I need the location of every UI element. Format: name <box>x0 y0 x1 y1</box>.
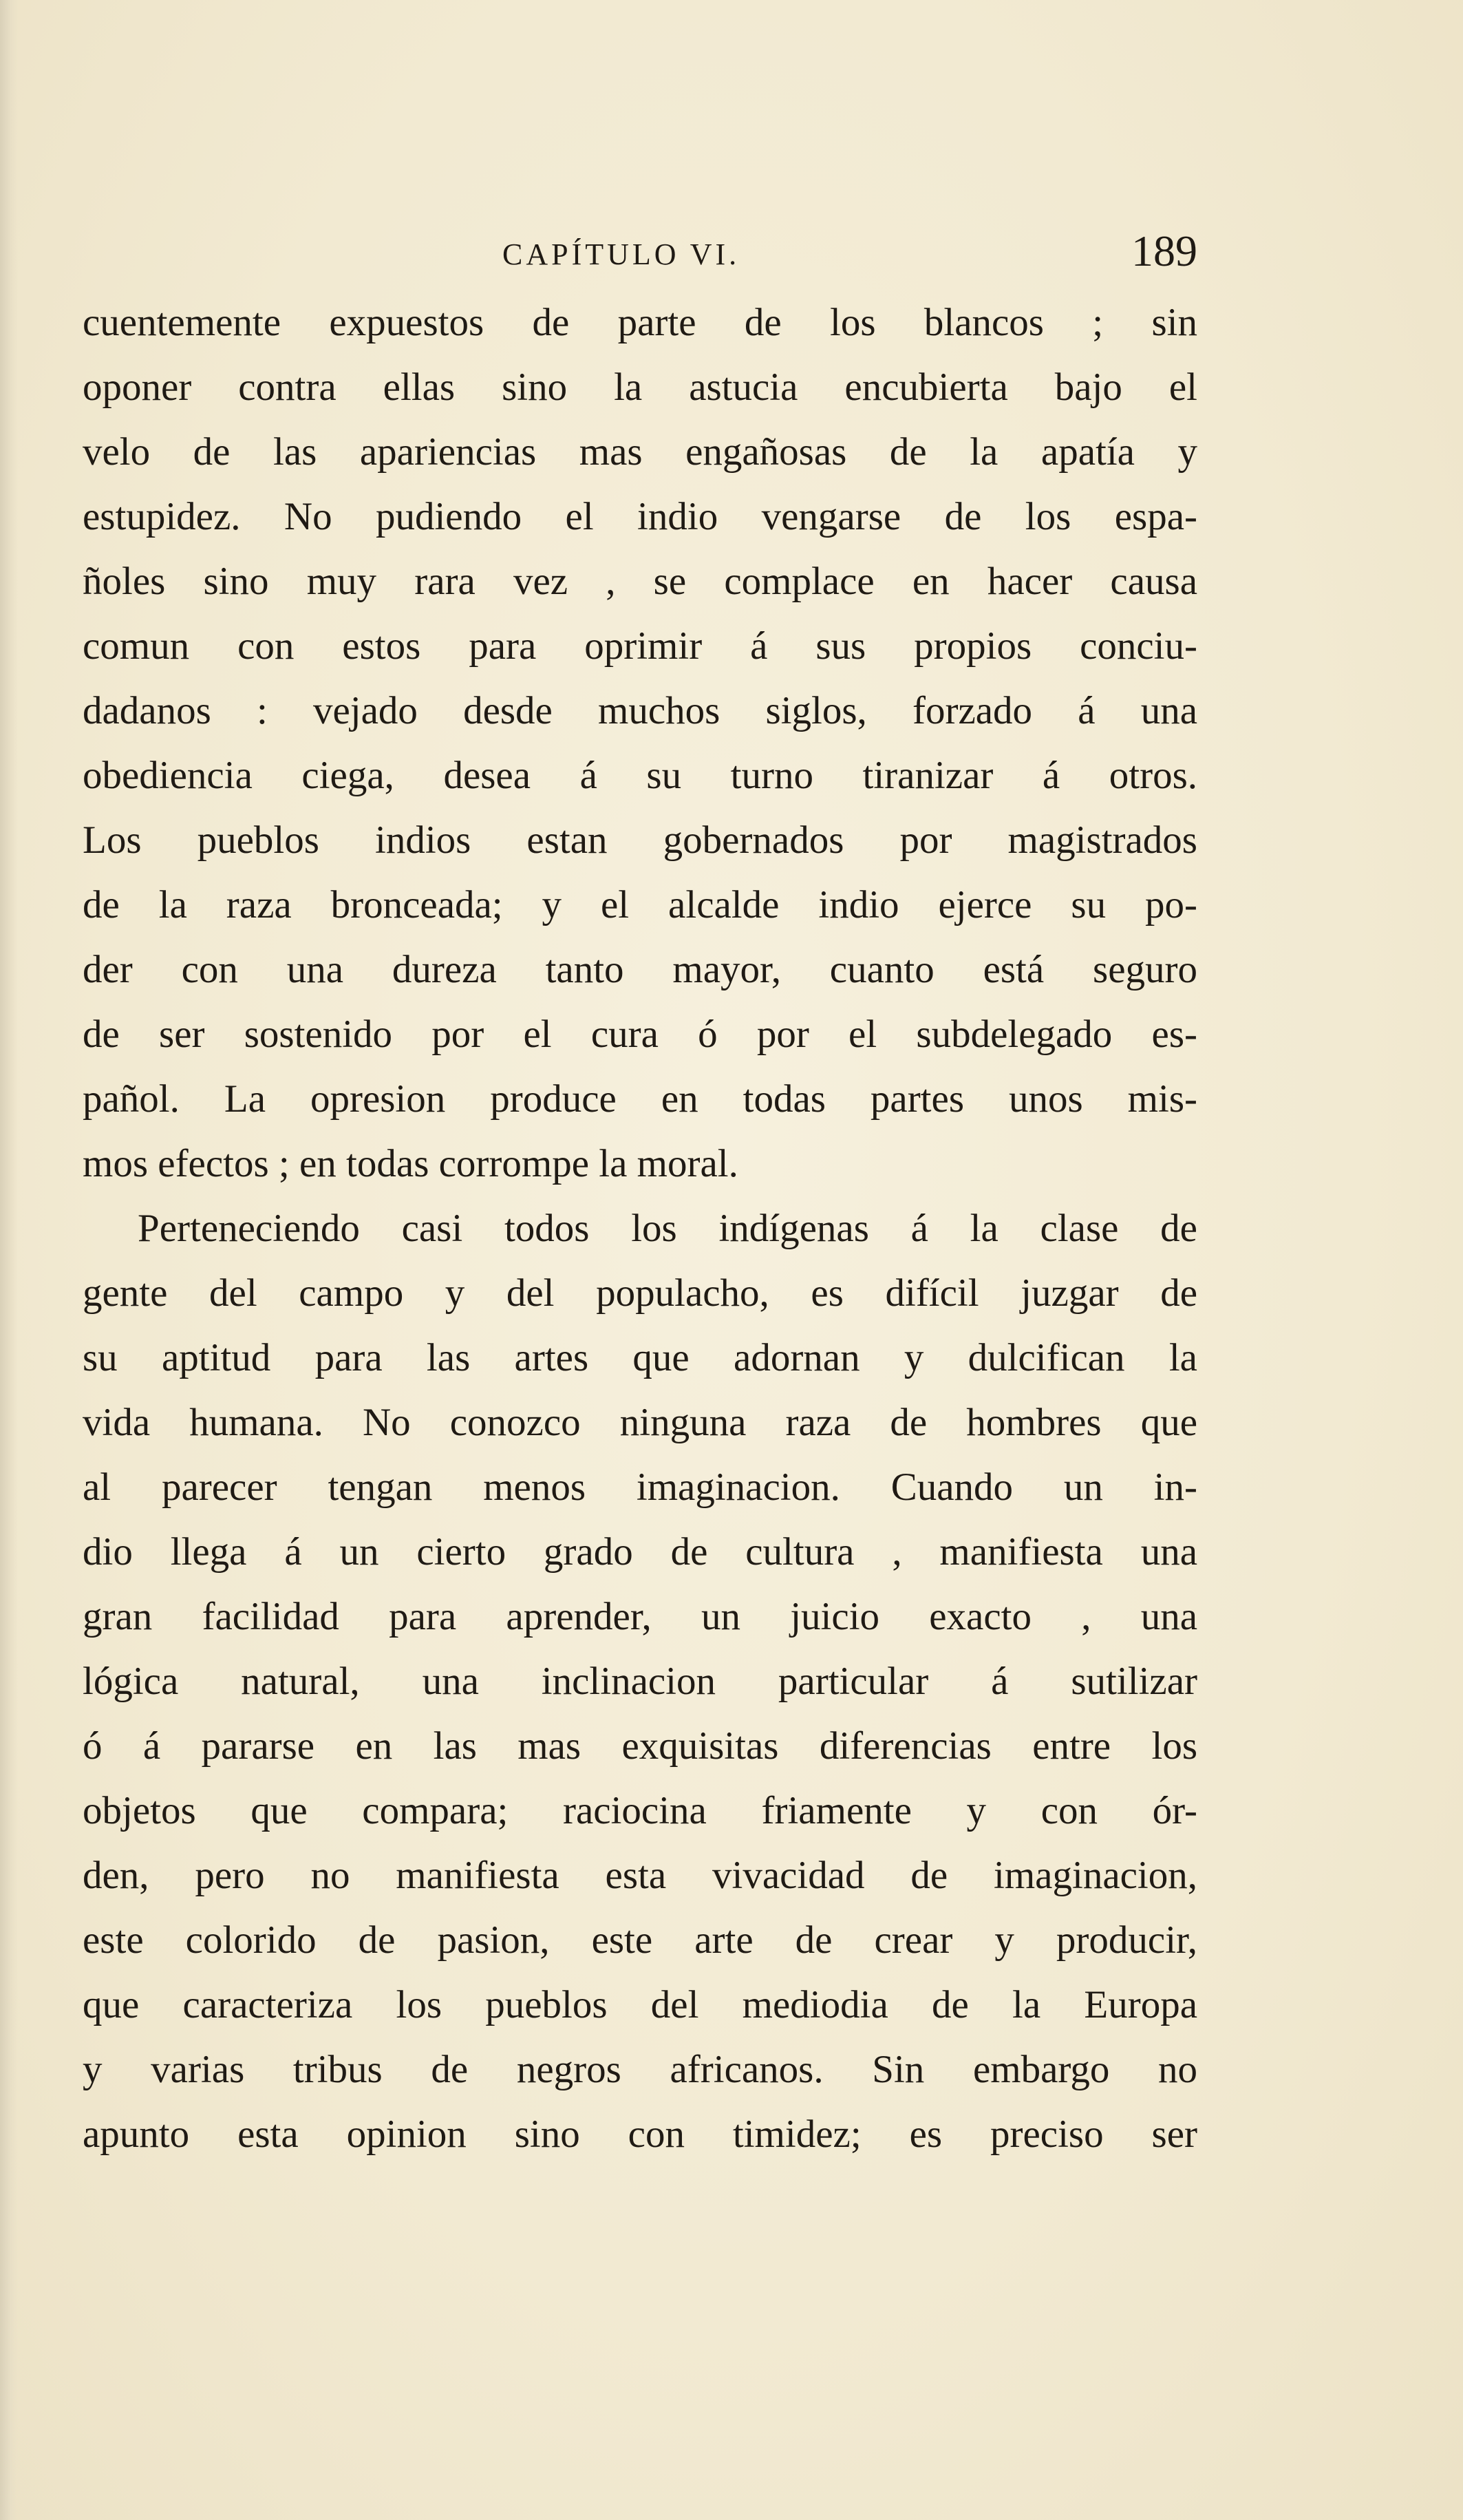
text-line: objetos que compara; raciocina friamente y con ór- <box>83 1789 1197 1832</box>
text-line: estupidez. No pudiendo el indio vengarse de los espa- <box>83 495 1197 538</box>
text-line: oponer contra ellas sino la astucia encubierta bajo el <box>83 366 1197 409</box>
text-line: de la raza bronceada; y el alcalde indio ejerce su po- <box>83 883 1197 927</box>
text-line: ó á pararse en las mas exquisitas diferencias entre los <box>83 1724 1197 1768</box>
text-line: apunto esta opinion sino con timidez; es preciso ser <box>83 2113 1197 2156</box>
text-line: gente del campo y del populacho, es difícil juzgar de <box>83 1271 1197 1315</box>
text-line: de ser sostenido por el cura ó por el subdelegado es- <box>83 1013 1197 1056</box>
text-line: cuentemente expuestos de parte de los blancos ; sin <box>83 301 1197 344</box>
text-line: mos efectos ; en todas corrompe la moral. <box>83 1142 738 1185</box>
text-line: velo de las apariencias mas engañosas de la apatía y <box>83 430 1197 474</box>
text-line: pañol. La opresion produce en todas partes unos mis- <box>83 1077 1197 1121</box>
running-head <box>83 227 1197 282</box>
text-line: der con una dureza tanto mayor, cuanto está seguro <box>83 948 1197 991</box>
text-line: dio llega á un cierto grado de cultura , manifiesta una <box>83 1530 1197 1574</box>
text-line: lógica natural, una inclinacion particular á sutilizar <box>83 1660 1197 1703</box>
body-text <box>83 290 1197 2167</box>
text-line: ñoles sino muy rara vez , se complace en hacer causa <box>83 560 1197 603</box>
page-gutter-edge <box>0 0 18 2520</box>
text-line: dadanos : vejado desde muchos siglos, forzado á una <box>83 689 1197 732</box>
text-line: obediencia ciega, desea á su turno tiranizar á otros. <box>83 754 1197 797</box>
text-line: den, pero no manifiesta esta vivacidad de imaginacion, <box>83 1854 1197 1897</box>
text-line-paragraph-start: Perteneciendo casi todos los indígenas á la clase de <box>138 1207 1197 1250</box>
text-line: comun con estos para oprimir á sus propios conciu- <box>83 624 1197 668</box>
text-line: gran facilidad para aprender, un juicio exacto , una <box>83 1595 1197 1638</box>
text-line: su aptitud para las artes que adornan y dulcifican la <box>83 1336 1197 1379</box>
chapter-title: CAPÍTULO VI. <box>502 237 740 271</box>
text-line: Los pueblos indios estan gobernados por magistrados <box>83 818 1197 862</box>
page-number: 189 <box>1131 226 1197 275</box>
text-line: al parecer tengan menos imaginacion. Cuando un in- <box>83 1465 1197 1509</box>
text-line: y varias tribus de negros africanos. Sin embargo no <box>83 2048 1197 2091</box>
text-line: este colorido de pasion, este arte de crear y producir, <box>83 1918 1197 1962</box>
text-line: vida humana. No conozco ninguna raza de hombres que <box>83 1401 1197 1444</box>
text-line: que caracteriza los pueblos del mediodia de la Europa <box>83 1983 1197 2026</box>
